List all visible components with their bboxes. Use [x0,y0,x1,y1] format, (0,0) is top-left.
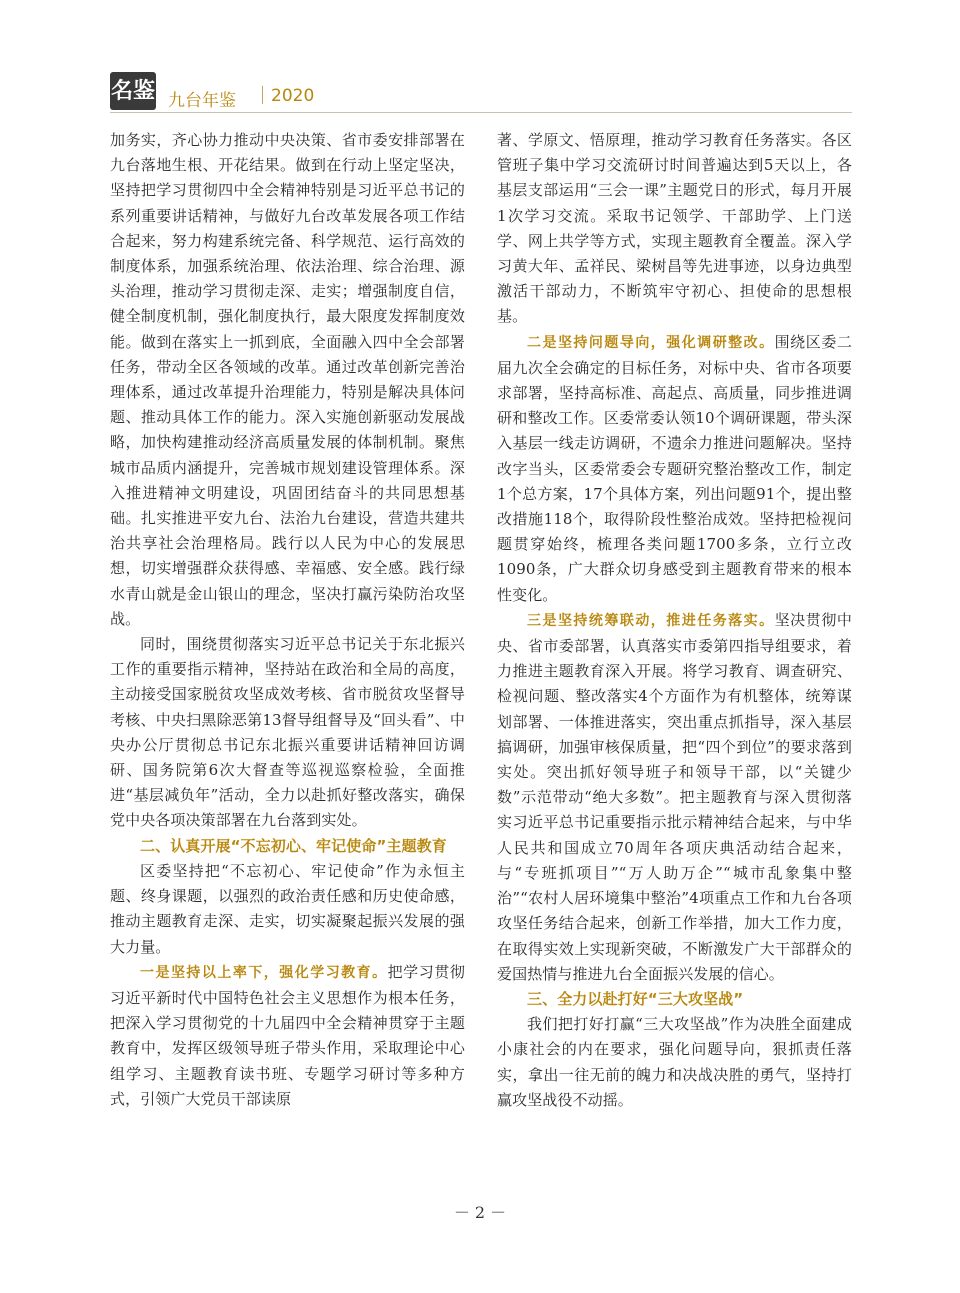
paragraph: 我们把打好打赢“三大攻坚战”作为决胜全面建成小康社会的内在要求，强化问题导向，狠抓责任落实，拿出一往无前的魄力和决战决胜的勇气，坚持打赢攻坚战役不动摇。 [497,1015,852,1109]
header-divider [262,86,263,104]
header-rule [110,112,852,113]
paragraph: 著、学原文、悟原理，推动学习教育任务落实。各区管班子集中学习交流研讨时间普遍达到5天以上，各基层支部运用“三会一课”主题党日的形式，每月开展1次学习交流。采取书记领学、干部助学、上门送学、网上共学等方式，实现主题教育全覆盖。深入学习黄大年、孟祥民、梁树昌等先进事迹，以身边典型激活干部动力，不断筑牢守初心、担使命的思想根基。 [497,131,852,326]
paragraph-text: 坚决贯彻中央、省市委部署，认真落实市委第四指导组要求，着力推进主题教育深入开展。将学习教育、调查研究、检视问题、整改落实4个方面作为有机整体，统筹谋划部署、一体推进落实，突出重点抓指导，深入基层搞调研，加强审核保质量，把“四个到位”的要求落到实处。突出抓好领导班子和领导干部，以“关键少数”示范带动“绝大多数”。把主题教育与深入贯彻落实习近平总书记重要指示批示精神结合起来，与中华人民共和国成立70周年各项庆典活动结合起来，与“专班抓项目”“万人助万企”“城市乱象集中整治”“农村人居环境集中整治”4项重点工作和九台各项攻坚任务结合起来，创新工作举措，加大工作力度，在取得实效上实现新突破，不断激发广大干部群众的爱国热情与推进九台全面振兴发展的信心。 [497,610,852,983]
yearbook-title: 九台年鉴 [168,91,236,111]
left-column [110,128,465,1198]
yearbook-logo: 名鉴 [110,72,156,110]
paragraph: 同时，围绕贯彻落实习近平总书记关于东北振兴工作的重要指示精神，坚持站在政治和全局的高度，主动接受国家脱贫攻坚成效考核、省市脱贫攻坚督导考核、中央扫黑除恶第13督导组督导及“回头看”、中央办公厅贯彻总书记东北振兴重要讲话精神回访调研、国务院第6次大督查等巡视巡察检验，全面推进“基层减负年”活动，全力以赴抓好整改落实，确保党中央各项决策部署在九台落到实处。 [110,635,465,830]
paragraph [497,330,852,608]
paragraph: 加务实，齐心协力推动中央决策、省市委安排部署在九台落地生根、开花结果。做到在行动上坚定坚决，坚持把学习贯彻四中全会精神特别是习近平总书记的系列重要讲话精神，与做好九台改革发展各项工作结合起来，努力构建系统完备、科学规范、运行高效的制度体系，加强系统治理、依法治理、综合治理、源头治理，推动学习贯彻走深、走实；增强制度自信，健全制度机制，强化制度执行，最大限度发挥制度效能。做到在落实上一抓到底，全面融入四中全会部署任务，带动全区各领域的改革。通过改革创新完善治理体系，通过改革提升治理能力，特别是解决具体问题、推动具体工作的能力。深入实施创新驱动发展战略，加快构建推动经济高质量发展的体制机制。聚焦城市品质内涵提升，完善城市规划建设管理体系。深入推进精神文明建设，巩固团结奋斗的共同思想基础。扎实推进平安九台、法治九台建设，营造共建共治共享社会治理格局。践行以人民为中心的发展思想，切实增强群众获得感、幸福感、安全感。践行绿水青山就是金山银山的理念，坚决打赢污染防治攻坚战。 [110,131,465,628]
section-heading: 二、认真开展“不忘初心、牢记使命”主题教育 [140,836,447,855]
page-number: － 2 － [453,1203,507,1222]
subsection-heading: 二是坚持问题导向，强化调研整改。 [527,334,775,351]
section-heading: 三、全力以赴打好“三大攻坚战” [527,989,744,1008]
subsection-heading: 一是坚持以上率下，强化学习教育。 [140,964,388,981]
yearbook-year: 2020 [271,86,315,106]
paragraph-text: 把学习贯彻习近平新时代中国特色社会主义思想作为根本任务，把深入学习贯彻党的十九届四中全会精神贯穿于主题教育中，发挥区级领导班子带头作用，采取理论中心组学习、主题教育读书班、专题学习研讨等多种方式，引领广大党员干部读原 [110,962,465,1108]
paragraph: 区委坚持把“不忘初心、牢记使命”作为永恒主题、终身课题，以强烈的政治责任感和历史使命感，推动主题教育走深、走实，切实凝聚起振兴发展的强大力量。 [110,861,465,956]
right-column [497,128,852,1198]
paragraph [110,960,465,1112]
subsection-heading: 三是坚持统筹联动，推进任务落实。 [527,612,775,629]
page-header [110,72,852,116]
paragraph-text: 围绕区委二届九次全会确定的目标任务，对标中央、省市各项要求部署，坚持高标准、高起点、高质量，同步推进调研和整改工作。区委常委认领10个调研课题，带头深入基层一线走访调研，不遗余力推进问题解决。坚持改字当头，区委常委会专题研究整治整改工作，制定1个总方案，17个具体方案，列出问题91个，提出整改措施118个，取得阶段性整治成效。坚持把检视问题贯穿始终，梳理各类问题1700多条，立行立改1090条，广大群众切身感受到主题教育带来的根本性变化。 [497,332,852,604]
paragraph [497,608,852,987]
